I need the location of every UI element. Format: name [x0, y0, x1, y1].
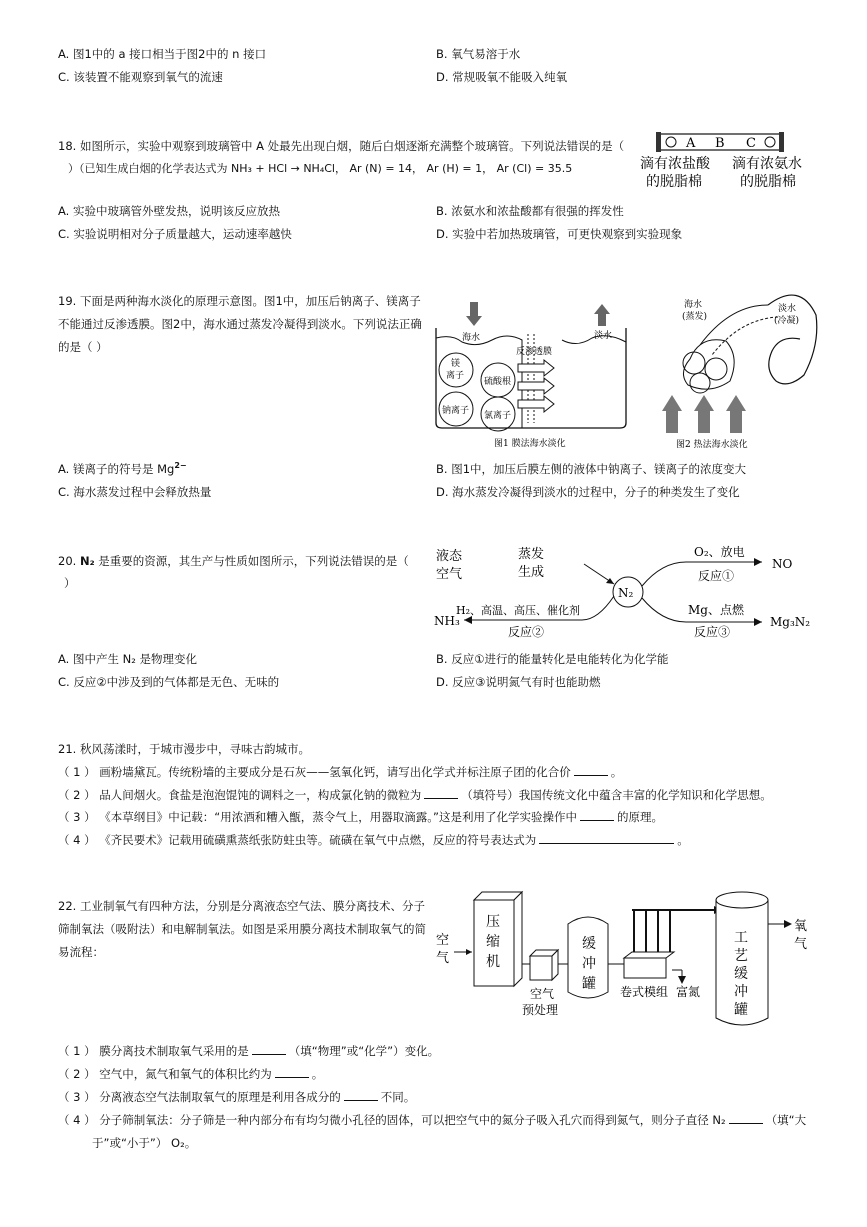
q22-part3: （ 3 ） 分离液态空气法制取氧气的原理是利用各成分的 不同。	[58, 1090, 416, 1104]
fig2-evaporation-label: (蒸发)	[682, 312, 708, 322]
fig1-mg-label-1: 镁	[451, 359, 461, 369]
pretreatment-label-2: 预处理	[522, 1003, 559, 1017]
q22-part4-answer-blank[interactable]	[729, 1112, 763, 1124]
air-label-2: 气	[436, 951, 450, 966]
evaporation-label-1: 蒸发	[518, 547, 545, 562]
mg3n2-product-label: Mg₃N₂	[770, 615, 811, 629]
q20-option-d: D. 反应③说明氮气有时也能助燃	[436, 675, 601, 689]
reaction2-label: 反应②	[508, 625, 545, 639]
q21-part1: （ 1 ） 画粉墙黛瓦。传统粉墙的主要成分是石灰——氢氧化钙，请写出化学式并标注原子团的化合价 。	[58, 765, 623, 779]
q21-part4: （ 4 ） 《齐民要术》记载用硫磺熏蒸纸张防蛀虫等。硫磺在氧气中点燃，反应的符号表达式为 。	[58, 833, 689, 847]
reaction3-label: 反应③	[694, 625, 731, 639]
q22-part4-line2: 于”或“小于”） O₂。	[92, 1136, 197, 1150]
air-label-1: 空	[436, 933, 450, 948]
compressor-label-2: 缩	[486, 934, 500, 950]
liquid-air-label-1: 液态	[436, 549, 463, 564]
reaction1-condition: O₂、放电	[694, 545, 745, 559]
q22-part2-answer-blank[interactable]	[275, 1066, 309, 1078]
q22-part1: （ 1 ） 膜分离技术制取氧气采用的是 （填“物理”或“化学”）变化。	[58, 1044, 440, 1058]
rich-nitrogen-label: 富氮	[676, 985, 701, 999]
q21-part1-answer-blank[interactable]	[574, 764, 608, 776]
q20-option-a: A. 图中产生 N₂ 是物理变化	[58, 652, 197, 666]
q22-part2: （ 2 ） 空气中，氮气和氧气的体积比约为 。	[58, 1067, 324, 1081]
tube-label-c: C	[746, 136, 756, 151]
hcl-cotton-label-2: 的脱脂棉	[646, 174, 702, 190]
reaction2-condition: H₂、高温、高压、催化剂	[456, 604, 581, 617]
q18-option-d: D. 实验中若加热玻璃管，可更快观察到实验现象	[436, 227, 683, 241]
q21-part3-answer-blank[interactable]	[580, 809, 614, 821]
process-tank-label-2: 艺	[734, 948, 748, 964]
fig1-sulfate-label: 硫酸根	[484, 377, 512, 387]
nh3-cotton-label-2: 的脱脂棉	[740, 174, 796, 190]
fig1-seawater-label: 海水	[462, 333, 481, 343]
q20-option-b: B. 反应①进行的能量转化是电能转化为化学能	[436, 652, 669, 666]
q19-option-c: C. 海水蒸发过程中会释放热量	[58, 485, 212, 499]
compressor-label-3: 机	[486, 954, 500, 970]
q20-stem-line1: 20. N₂ 是重要的资源，其生产与性质如图所示，下列说法错误的是（	[58, 554, 409, 568]
pretreatment-label-1: 空气	[530, 987, 555, 1001]
q21-stem: 21. 秋风荡漾时，于城市漫步中，寻味古韵城市。	[58, 742, 310, 756]
q19-option-b: B. 图1中，加压后膜左侧的液体中钠离子、镁离子的浓度变大	[436, 462, 747, 476]
fig2-freshwater-label: 淡水	[778, 304, 797, 314]
q17-option-d: D. 常规吸氧不能吸入纯氧	[436, 70, 568, 84]
q21-part2-answer-blank[interactable]	[424, 787, 458, 799]
fig2-seawater-label: 海水	[684, 300, 703, 310]
fig1-caption: 图1 膜法海水淡化	[494, 439, 566, 449]
q18-option-a: A. 实验中玻璃管外壁发热，说明该反应放热	[58, 204, 280, 218]
no-product-label: NO	[772, 557, 793, 571]
membrane-module-label: 卷式模组	[620, 985, 669, 999]
nh3-cotton-label-1: 滴有浓氨水	[732, 156, 802, 172]
fig1-membrane-label: 反渗透膜	[516, 347, 553, 357]
oxygen-label-2: 气	[794, 937, 808, 952]
compressor-label-1: 压	[486, 914, 500, 930]
fig1-mg-label-2: 离子	[446, 371, 465, 381]
q19-option-d: D. 海水蒸发冷凝得到淡水的过程中，分子的种类发生了变化	[436, 485, 740, 499]
q18-stem-line1: 18. 如图所示，实验中观察到玻璃管中 A 处最先出现白烟，随后白烟逐渐充满整个玻璃管。下列说法错误的是（	[58, 139, 625, 153]
fig1-sodium-label: 钠离子	[442, 406, 470, 416]
q18-option-b: B. 浓氨水和浓盐酸都有很强的挥发性	[436, 204, 624, 218]
q19-stem-line3: 的是（ ）	[58, 340, 108, 354]
q19-option-a: A. 镁离子的符号是 $Mg^{2-}$	[58, 461, 187, 476]
fig1-freshwater-label: 淡水	[594, 331, 613, 341]
tube-label-b: B	[715, 136, 725, 151]
q22-part3-answer-blank[interactable]	[344, 1089, 378, 1101]
q22-part1-answer-blank[interactable]	[252, 1043, 286, 1055]
hcl-cotton-label-1: 滴有浓盐酸	[640, 156, 710, 172]
q17-option-c: C. 该装置不能观察到氧气的流速	[58, 70, 223, 84]
process-tank-label-1: 工	[734, 930, 748, 946]
q22-stem-line2: 筛制氧法（吸附法）和电解制氧法。如图是采用膜分离技术制取氧气的简	[58, 922, 426, 936]
q18-stem-line2: ）（已知生成白烟的化学表达式为 NH₃ + HCl → NH₄Cl， Ar (N) = 14， Ar (H) = 1， Ar (Cl) = 35.5	[68, 162, 573, 175]
q19-figure-2-thermal	[660, 285, 820, 453]
q20-stem-line2: ）	[64, 576, 76, 590]
q21-part3: （ 3 ） 《本草纲目》中记载：“用浓酒和糟入甑，蒸令气上，用器取滴露。”这是利用了化学实验操作中 的原理。	[58, 810, 663, 824]
buffer-tank-label-2: 冲	[582, 956, 596, 972]
q20-option-c: C. 反应②中涉及到的气体都是无色、无味的	[58, 675, 280, 689]
fig2-caption: 图2 热法海水淡化	[676, 440, 748, 450]
q19-figure-1-membrane	[432, 298, 632, 453]
process-tank-label-5: 罐	[734, 1002, 748, 1018]
reaction1-label: 反应①	[698, 569, 735, 583]
q22-part4: （ 4 ） 分子筛制氧法：分子筛是一种内部分布有均匀微小孔径的固体，可以把空气中的氮分子吸入孔穴而得到氮气，则分子直径 N₂ （填“大	[58, 1113, 807, 1127]
q19-stem-line2: 不能通过反渗透膜。图2中，海水通过蒸发冷凝得到淡水。下列说法正确	[58, 317, 422, 331]
q18-glass-tube-figure	[636, 128, 816, 196]
reaction3-condition: Mg、点燃	[688, 603, 744, 617]
q21-part4-answer-blank[interactable]	[539, 832, 674, 844]
q22-stem-line3: 易流程：	[58, 945, 104, 959]
q17-option-a: A. 图1中的 a 接口相当于图2中的 n 接口	[58, 47, 267, 61]
q18-option-c: C. 实验说明相对分子质量越大，运动速率越快	[58, 227, 292, 241]
nh3-product-label: NH₃	[434, 614, 460, 628]
process-tank-label-3: 缓	[734, 966, 748, 982]
fig2-condensation-label: (冷凝)	[774, 316, 800, 326]
n2-node-label: N₂	[618, 586, 634, 600]
q17-option-b: B. 氧气易溶于水	[436, 47, 521, 61]
q22-stem-line1: 22. 工业制氧气有四种方法，分别是分离液态空气法、膜分离技术、分子	[58, 899, 425, 913]
q21-part2: （ 2 ） 品人间烟火。食盐是泡泡馄饨的调料之一，构成氯化钠的微粒为 （填符号）我国传统文化中蕴含丰富的化学知识和化学思想。	[58, 788, 772, 802]
oxygen-label-1: 氧	[794, 919, 808, 934]
evaporation-label-2: 生成	[518, 565, 545, 580]
q20-nitrogen-figure	[432, 540, 817, 645]
buffer-tank-label-1: 缓	[582, 936, 596, 952]
q19-stem-line1: 19. 下面是两种海水淡化的原理示意图。图1中，加压后钠离子、镁离子	[58, 294, 421, 308]
q22-membrane-flow-figure	[432, 880, 817, 1030]
liquid-air-label-2: 空气	[436, 567, 463, 582]
process-tank-label-4: 冲	[734, 984, 748, 1000]
buffer-tank-label-3: 罐	[582, 976, 596, 992]
tube-label-a: A	[686, 136, 696, 151]
fig1-chloride-label: 氯离子	[484, 411, 512, 421]
